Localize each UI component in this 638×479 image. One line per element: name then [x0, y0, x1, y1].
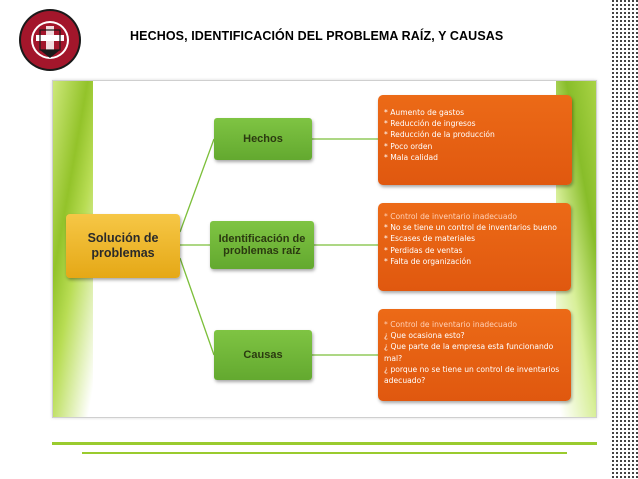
- list-item: * Escases de materiales: [384, 234, 476, 244]
- branch-node-label: Hechos: [243, 133, 283, 145]
- list-item: * Falta de organización: [384, 256, 472, 266]
- list-item: * Poco orden: [384, 141, 433, 151]
- list-item: * Perdidas de ventas: [384, 245, 463, 255]
- branch-node-hechos: [214, 118, 312, 160]
- list-item: * Aumento de gastos: [384, 108, 465, 117]
- list-item: * No se tiene un control de inventarios bueno: [384, 223, 557, 233]
- university-logo: [18, 8, 82, 72]
- branch-node-label-line2: problemas raíz: [223, 245, 301, 257]
- list-item: * Control de inventario inadecuado: [384, 212, 517, 221]
- branch-node-label-line1: Identificación de: [218, 233, 306, 245]
- list-item: ¿ Que parte de la empresa esta funcionando mal?: [384, 342, 554, 363]
- bottom-divider-line: [52, 442, 597, 445]
- detail-box-identificacion: [378, 203, 571, 291]
- page-title: HECHOS, IDENTIFICACIÓN DEL PROBLEMA RAÍZ, Y CAUSAS: [130, 29, 504, 43]
- branch-node-identificacion: [210, 221, 314, 269]
- detail-box-hechos: [378, 95, 572, 185]
- list-item: ¿ Que ocasiona esto?: [384, 331, 465, 341]
- list-item: * Mala calidad: [384, 152, 438, 162]
- list-item: * Reducción de la producción: [384, 130, 495, 140]
- branch-node-label: Causas: [243, 349, 283, 361]
- list-item: * Control de inventario inadecuado: [384, 320, 517, 329]
- list-item: * Reducción de ingresos: [384, 119, 476, 129]
- branch-node-causas: [214, 330, 312, 380]
- decorative-border: [612, 0, 638, 479]
- list-item: ¿ porque no se tiene un control de inventarios adecuado?: [384, 364, 560, 386]
- detail-box-causas: [378, 309, 571, 401]
- root-node-label-line1: Solución de: [87, 231, 159, 245]
- bottom-divider-line-secondary: [82, 452, 567, 454]
- root-node-label-line2: problemas: [91, 246, 155, 260]
- root-node-solucion: [66, 214, 180, 278]
